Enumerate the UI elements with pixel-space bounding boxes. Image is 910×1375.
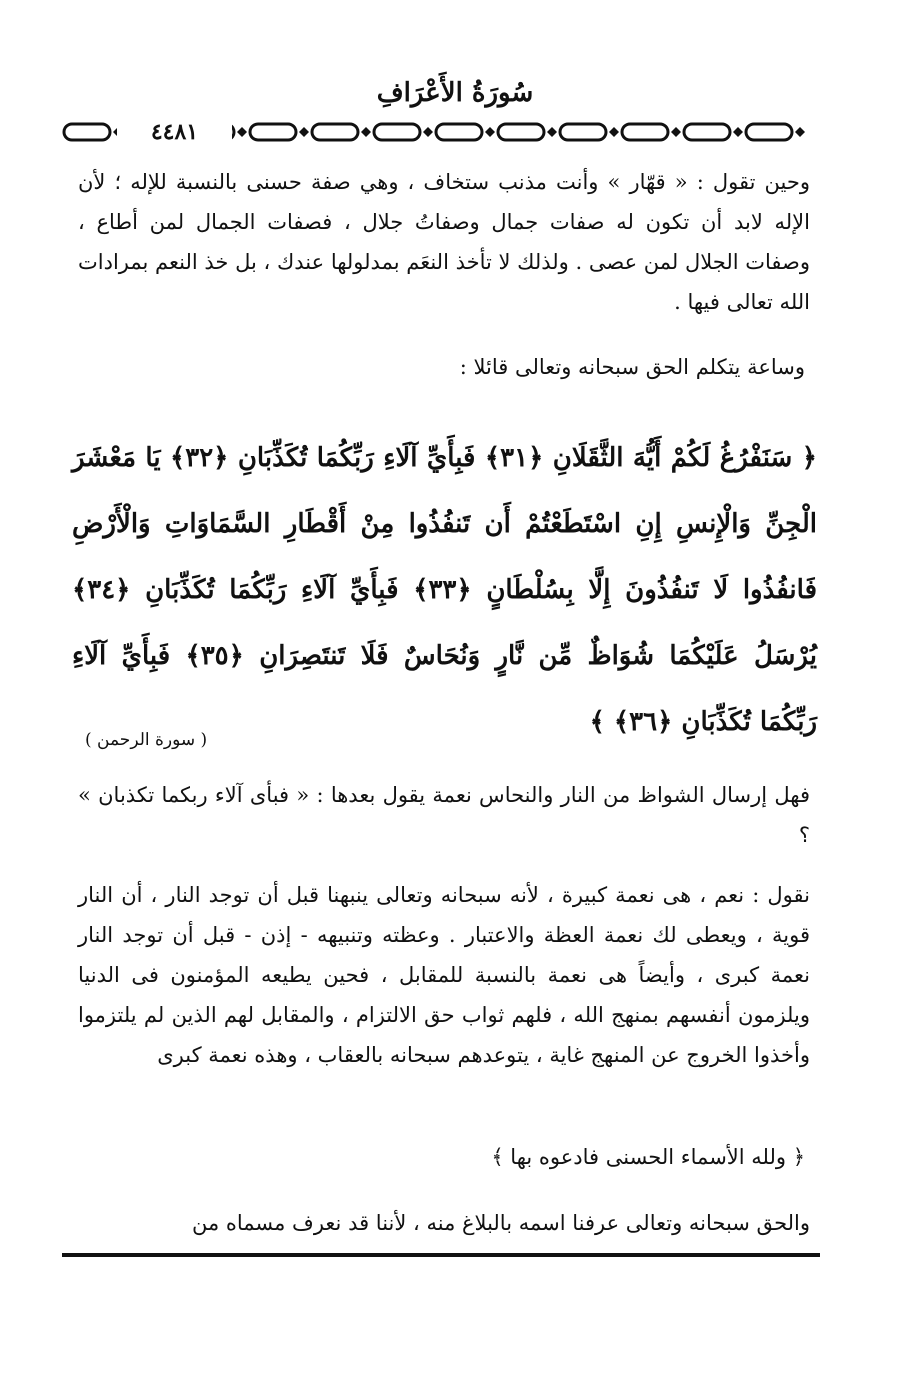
decorative-header-band bbox=[62, 118, 822, 146]
chain-link bbox=[436, 124, 482, 140]
chain-diamond bbox=[361, 127, 371, 137]
chain-diamond bbox=[485, 127, 495, 137]
chain-link bbox=[64, 124, 110, 140]
chain-link bbox=[250, 124, 296, 140]
chain-link bbox=[374, 124, 420, 140]
page-number: ٤٤٨١ bbox=[117, 118, 232, 146]
verse-lead-in: وساعة يتكلم الحق سبحانه وتعالى قائلا : bbox=[459, 355, 805, 379]
chain-diamond bbox=[547, 127, 557, 137]
quran-verse-block: ﴿ سَنَفْرُغُ لَكُمْ أَيُّهَ الثَّقَلَانِ ﴿٣١﴾ فَبِأَيِّ آلَاءِ رَبِّكُمَا تُكَذِّبَانِ ﴿٣٢﴾ يَا مَعْشَرَ الْجِنِّ وَالْإِنسِ إِنِ اسْتَطَعْتُمْ أَن تَنفُذُوا مِنْ أَقْطَارِ السَّمَاوَاتِ وَالْأَرْضِ فَانفُذُوا لَا تَنفُذُونَ إِلَّا بِسُلْطَانٍ ﴿٣٣﴾ فَبِأَيِّ آلَاءِ رَبِّكُمَا تُكَذِّبَانِ ﴿٣٤﴾ يُرْسَلُ عَلَيْكُمَا شُوَاظٌ مِّن نَّارٍ وَنُحَاسٌ فَلَا تَنتَصِرَانِ ﴿٣٥﴾ فَبِأَيِّ آلَاءِ رَبِّكُمَا تُكَذِّبَانِ ﴿٣٦﴾ ﴾ bbox=[72, 443, 817, 737]
chain-diamond bbox=[733, 127, 743, 137]
chain-link bbox=[622, 124, 668, 140]
chain-diamond bbox=[795, 127, 805, 137]
paragraph-4: والحق سبحانه وتعالى عرفنا اسمه بالبلاغ منه ، لأننا قد نعرف مسماه من bbox=[191, 1211, 810, 1235]
paragraph-1: وحين تقول : « قهّار » وأنت مذنب ستخاف ، وهي صفة حسنى بالنسبة للإله ؛ لأن الإله لابد أن تكون له صفات جمال وصفاتُ جلال ، فصفات الجمال لمن أطاع ، وصفات الجلال لمن عصى . ولذلك لا تأخذ النعَم بمدلولها عندك ، بل خذ النعم بمرادات الله تعالى فيها . bbox=[78, 170, 810, 314]
paragraph-2: فهل إرسال الشواظ من النار والنحاس نعمة يقول بعدها : « فبأى آلاء ربكما تكذبان » ؟ bbox=[78, 783, 810, 847]
chain-diamond bbox=[609, 127, 619, 137]
bottom-rule bbox=[62, 1253, 820, 1257]
chain-link bbox=[684, 124, 730, 140]
paragraph-3: نقول : نعم ، هى نعمة كبيرة ، لأنه سبحانه وتعالى ينبهنا قبل أن توجد النار ، أن النار قوية ، ويعطى لك نعمة العظة والاعتبار . وعظته وتنبيهه - إذن - قبل أن توجد النار نعمة كبرى ، وأيضاً هى نعمة بالنسبة للمقابل ، فحين يطيعه المؤمنون فى الدنيا ويلزمون أنفسهم بمنهج الله ، فلهم ثواب حق الالتزام ، والمقابل لهم الذين لم يلتزموا وأخذوا الخروج عن المنهج غاية ، يتوعدهم سبحانه بالعقاب ، وهذه نعمة كبرى bbox=[78, 883, 810, 1067]
chain-diamond bbox=[671, 127, 681, 137]
verse-source: ( سورة الرحمن ) bbox=[85, 730, 208, 750]
chain-link bbox=[560, 124, 606, 140]
chain-diamond bbox=[237, 127, 247, 137]
chain-link bbox=[498, 124, 544, 140]
surah-title: سُورَةُ الأَعْرَافِ bbox=[376, 78, 534, 108]
chain-link bbox=[312, 124, 358, 140]
chain-link bbox=[746, 124, 792, 140]
verse-quote: ﴿ ولله الأسماء الحسنى فادعوه بها ﴾ bbox=[491, 1145, 805, 1169]
chain-diamond bbox=[423, 127, 433, 137]
chain-diamond bbox=[299, 127, 309, 137]
